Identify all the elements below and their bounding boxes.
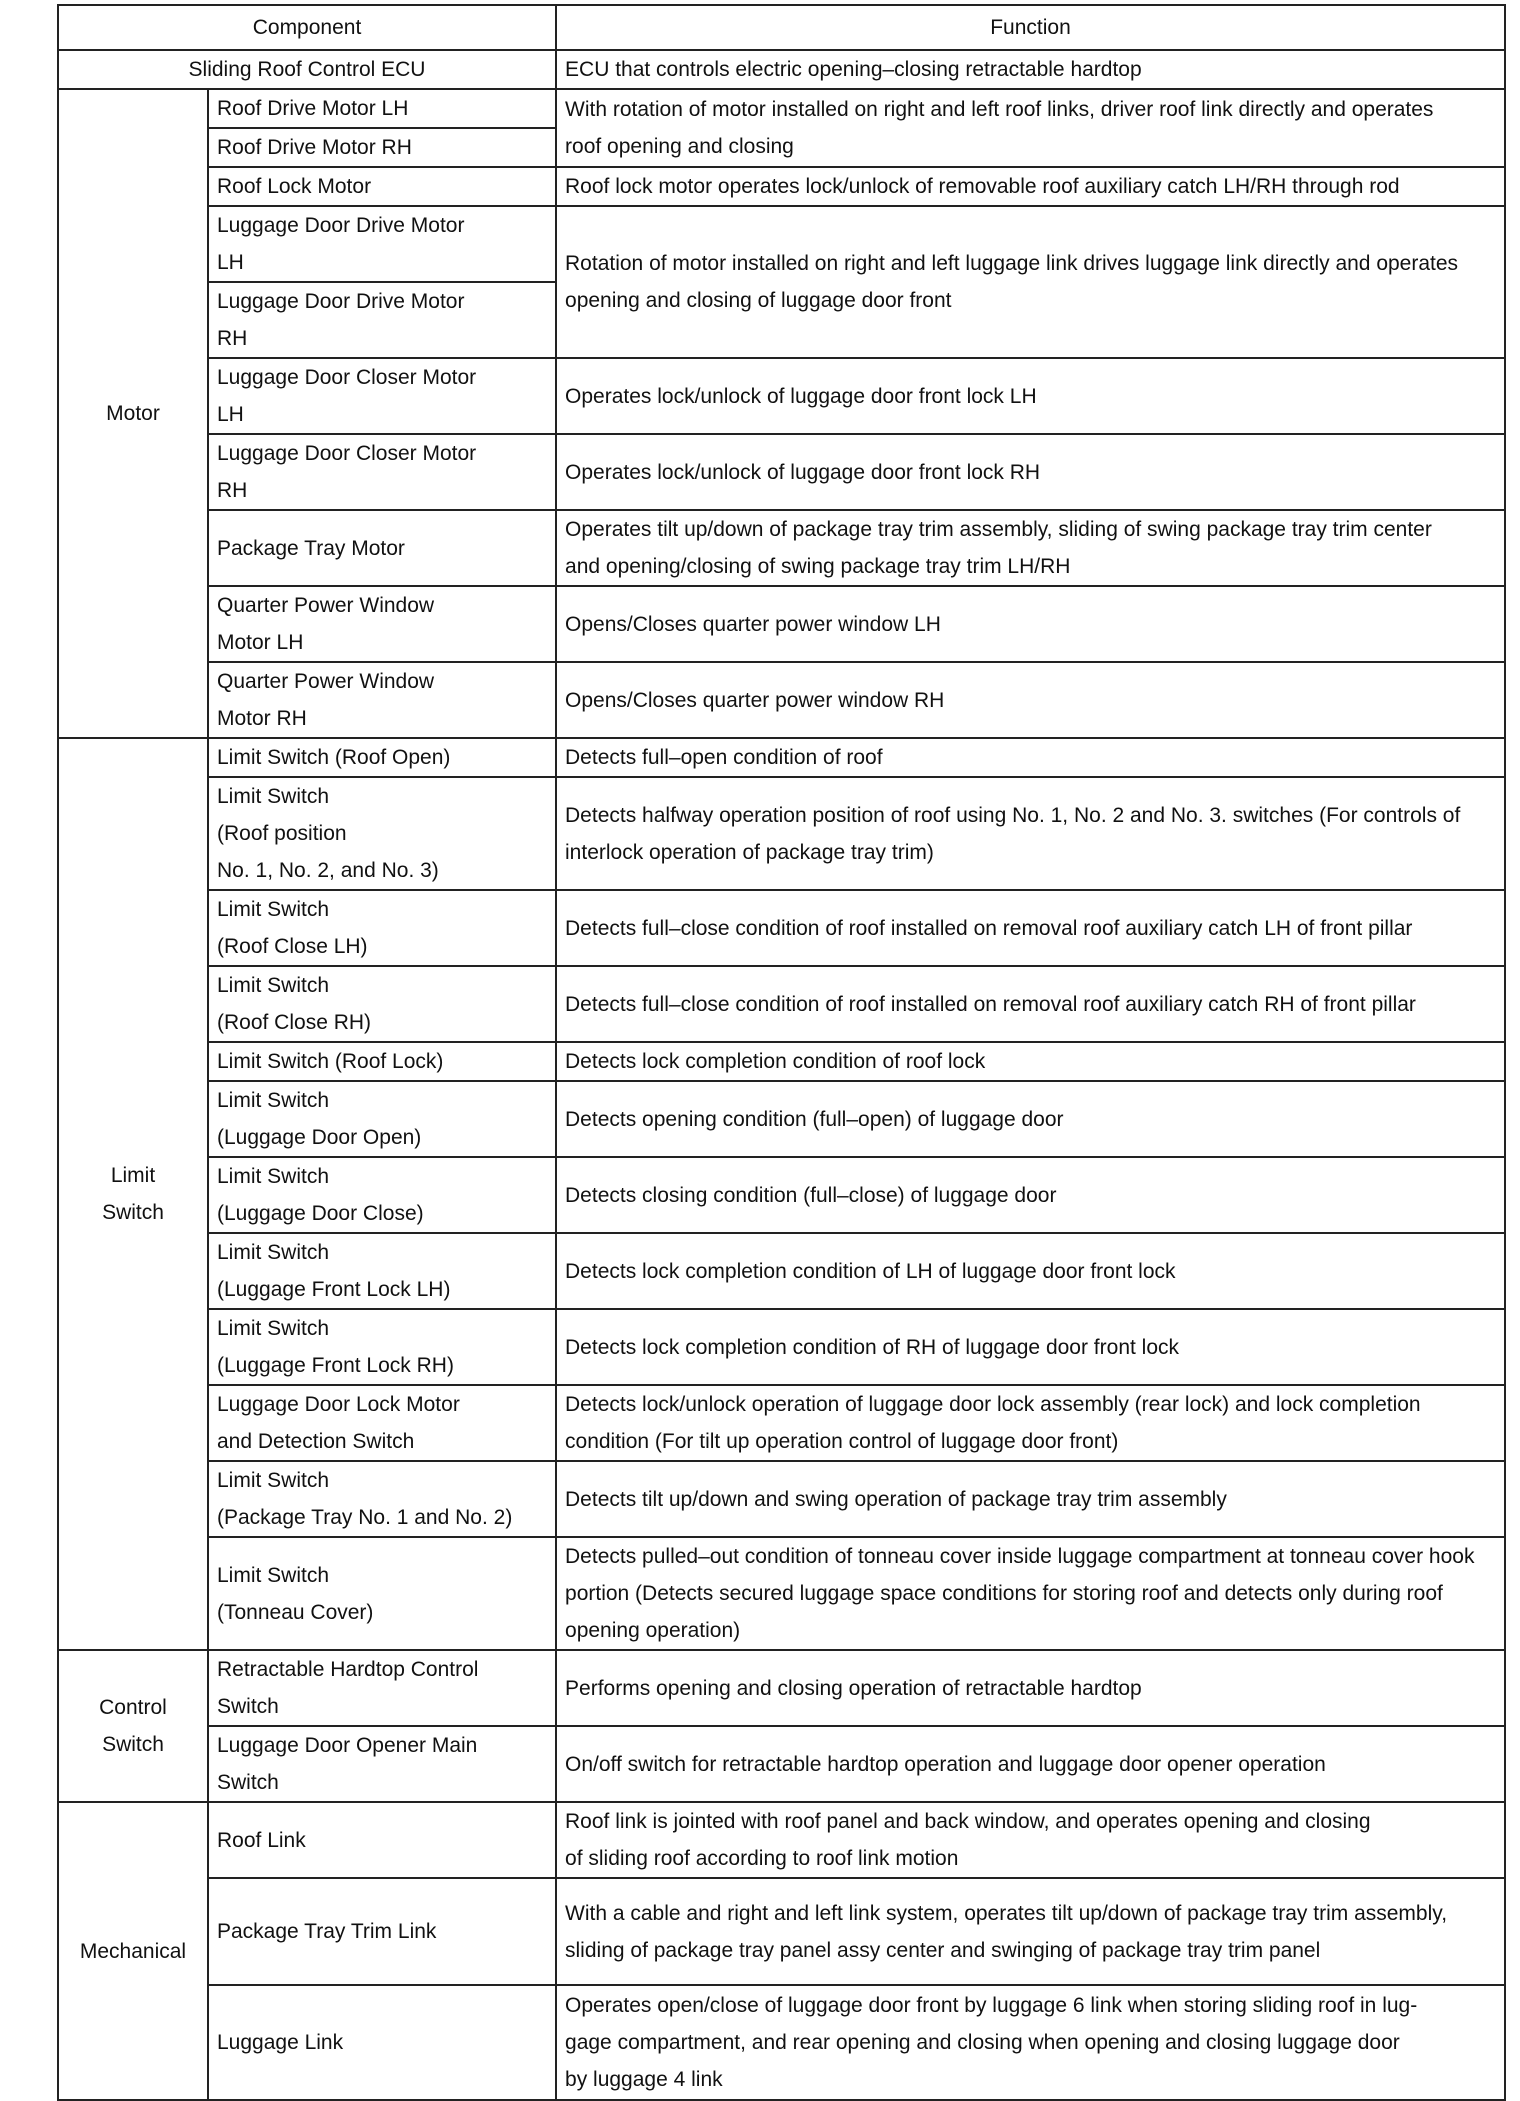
table-row	[58, 1802, 1505, 1878]
table-row	[58, 434, 1505, 510]
component-cell: Luggage Door Drive Motor LH	[208, 206, 556, 282]
table-row	[58, 586, 1505, 662]
function-cell: Detects lock completion condition of RH of luggage door front lock	[556, 1309, 1505, 1385]
table-row	[58, 1537, 1505, 1650]
function-cell: With a cable and right and left link system, operates tilt up/down of package tray trim assembly, sliding of package tray panel assy center and swinging of package tray trim panel	[556, 1878, 1505, 1985]
table-row	[58, 1042, 1505, 1081]
component-cell: Luggage Link	[208, 1985, 556, 2100]
table-row	[58, 510, 1505, 586]
component-cell: Luggage Door Closer Motor RH	[208, 434, 556, 510]
function-cell: Performs opening and closing operation of retractable hardtop	[556, 1650, 1505, 1726]
component-cell: Quarter Power Window Motor RH	[208, 662, 556, 738]
table-row	[58, 1985, 1505, 2100]
table-row	[58, 777, 1505, 890]
function-cell: Detects full–open condition of roof	[556, 738, 1505, 777]
component-cell: Limit Switch (Luggage Door Open)	[208, 1081, 556, 1157]
table-row	[58, 358, 1505, 434]
component-cell: Roof Link	[208, 1802, 556, 1878]
component-cell: Limit Switch (Luggage Front Lock LH)	[208, 1233, 556, 1309]
table-row	[58, 167, 1505, 206]
category-limit-switch: Limit Switch	[58, 738, 208, 1650]
component-cell: Limit Switch (Roof Close LH)	[208, 890, 556, 966]
table-row	[58, 966, 1505, 1042]
function-cell: Detects opening condition (full–open) of luggage door	[556, 1081, 1505, 1157]
component-cell: Roof Lock Motor	[208, 167, 556, 206]
table-row	[58, 50, 1505, 89]
component-function-table	[57, 4, 1506, 2101]
table-row	[58, 1878, 1505, 1985]
component-cell: Limit Switch (Roof Open)	[208, 738, 556, 777]
component-cell: Luggage Door Lock Motor and Detection Switch	[208, 1385, 556, 1461]
function-cell: Roof link is jointed with roof panel and back window, and operates opening and closing of sliding roof according to roof link motion	[556, 1802, 1505, 1878]
table-row	[58, 1309, 1505, 1385]
function-cell: Detects halfway operation position of roof using No. 1, No. 2 and No. 3. switches (For controls of interlock operation of package tray trim)	[556, 777, 1505, 890]
function-cell: Operates tilt up/down of package tray trim assembly, sliding of swing package tray trim center and opening/closing of swing package tray trim LH/RH	[556, 510, 1505, 586]
component-cell: Limit Switch (Luggage Front Lock RH)	[208, 1309, 556, 1385]
function-cell: Operates open/close of luggage door front by luggage 6 link when storing sliding roof in lug- gage compartment, and rear opening and closing when opening and closing luggage door by luggage 4 link	[556, 1985, 1505, 2100]
component-cell: Package Tray Trim Link	[208, 1878, 556, 1985]
component-cell: Limit Switch (Tonneau Cover)	[208, 1537, 556, 1650]
component-cell: Package Tray Motor	[208, 510, 556, 586]
function-cell: Detects lock completion condition of roof lock	[556, 1042, 1505, 1081]
category-control-switch: Control Switch	[58, 1650, 208, 1802]
ecu-component: Sliding Roof Control ECU	[58, 50, 556, 89]
function-cell: Detects full–close condition of roof installed on removal roof auxiliary catch RH of front pillar	[556, 966, 1505, 1042]
function-cell: Detects tilt up/down and swing operation of package tray trim assembly	[556, 1461, 1505, 1537]
component-cell: Luggage Door Drive Motor RH	[208, 282, 556, 358]
function-cell: Rotation of motor installed on right and left luggage link drives luggage link directly and operates opening and closing of luggage door front	[556, 206, 1505, 358]
component-cell: Limit Switch (Roof Lock)	[208, 1042, 556, 1081]
table-row	[58, 662, 1505, 738]
component-cell: Roof Drive Motor LH	[208, 89, 556, 128]
function-cell: Opens/Closes quarter power window RH	[556, 662, 1505, 738]
header-component: Component	[58, 5, 556, 50]
component-cell: Limit Switch (Luggage Door Close)	[208, 1157, 556, 1233]
component-cell: Roof Drive Motor RH	[208, 128, 556, 167]
component-cell: Quarter Power Window Motor LH	[208, 586, 556, 662]
component-cell: Luggage Door Closer Motor LH	[208, 358, 556, 434]
function-cell: Detects full–close condition of roof installed on removal roof auxiliary catch LH of front pillar	[556, 890, 1505, 966]
table-row	[58, 206, 1505, 282]
function-cell: Detects pulled–out condition of tonneau cover inside luggage compartment at tonneau cover hook portion (Detects secured luggage space conditions for storing roof and detects only during roof opening operation)	[556, 1537, 1505, 1650]
function-cell: Roof lock motor operates lock/unlock of removable roof auxiliary catch LH/RH through rod	[556, 167, 1505, 206]
table-row	[58, 1385, 1505, 1461]
table-row	[58, 1461, 1505, 1537]
function-cell: Operates lock/unlock of luggage door front lock LH	[556, 358, 1505, 434]
function-cell: Detects lock/unlock operation of luggage door lock assembly (rear lock) and lock completion condition (For tilt up operation control of luggage door front)	[556, 1385, 1505, 1461]
table-row	[58, 1157, 1505, 1233]
function-cell: On/off switch for retractable hardtop operation and luggage door opener operation	[556, 1726, 1505, 1802]
table-row	[58, 89, 1505, 128]
function-cell: Opens/Closes quarter power window LH	[556, 586, 1505, 662]
component-cell: Limit Switch (Roof position No. 1, No. 2, and No. 3)	[208, 777, 556, 890]
component-cell: Limit Switch (Roof Close RH)	[208, 966, 556, 1042]
table-row	[58, 1650, 1505, 1726]
function-cell: Detects lock completion condition of LH of luggage door front lock	[556, 1233, 1505, 1309]
table-row	[58, 738, 1505, 777]
component-cell: Limit Switch (Package Tray No. 1 and No. 2)	[208, 1461, 556, 1537]
function-cell: Detects closing condition (full–close) of luggage door	[556, 1157, 1505, 1233]
category-mechanical: Mechanical	[58, 1802, 208, 2100]
header-function: Function	[556, 5, 1505, 50]
function-cell: With rotation of motor installed on right and left roof links, driver roof link directly and operates roof opening and closing	[556, 89, 1505, 167]
table-row	[58, 890, 1505, 966]
component-cell: Retractable Hardtop Control Switch	[208, 1650, 556, 1726]
category-motor: Motor	[58, 89, 208, 738]
component-cell: Luggage Door Opener Main Switch	[208, 1726, 556, 1802]
ecu-function: ECU that controls electric opening–closing retractable hardtop	[556, 50, 1505, 89]
function-cell: Operates lock/unlock of luggage door front lock RH	[556, 434, 1505, 510]
table-header-row	[58, 5, 1505, 50]
table-row	[58, 1081, 1505, 1157]
table-row	[58, 1726, 1505, 1802]
table-row	[58, 1233, 1505, 1309]
